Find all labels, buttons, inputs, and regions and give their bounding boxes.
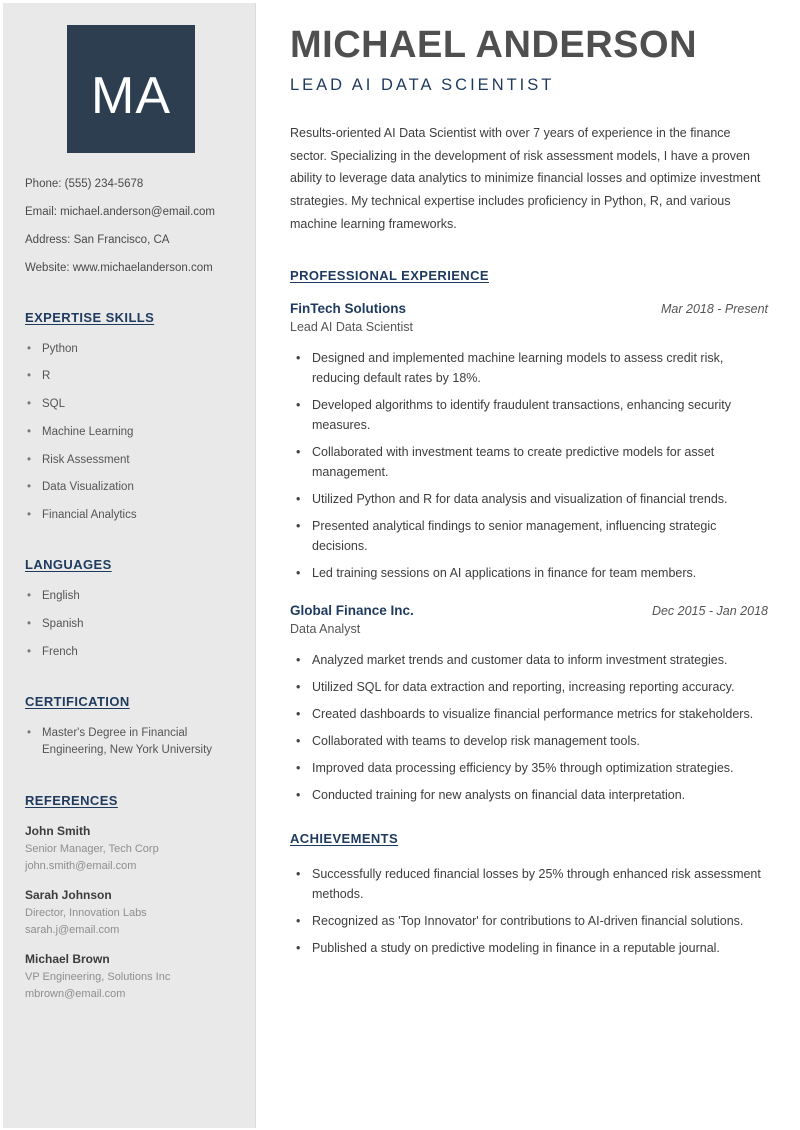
skill-item: • Financial Analytics — [25, 507, 237, 524]
achievements-list — [290, 864, 768, 958]
skill-item: • SQL — [25, 396, 237, 413]
skill-item: • Risk Assessment — [25, 452, 237, 469]
reference-role: Senior Manager, Tech Corp — [25, 842, 159, 855]
reference-entry — [25, 952, 237, 1003]
candidate-job-title: LEAD AI DATA SCIENTIST — [290, 75, 555, 94]
reference-email: sarah.j@email.com — [25, 923, 120, 936]
skill-item: • Machine Learning — [25, 424, 237, 441]
certification-section — [25, 694, 237, 760]
professional-experience-section — [290, 268, 768, 805]
skill-item: • Data Visualization — [25, 479, 237, 496]
job-bullet: • Collaborated with investment teams to create predictive models for asset management. — [296, 442, 768, 482]
summary-text: Results-oriented AI Data Scientist with over 7 years of experience in the finance sector. Specializing in the development of risk assessment models, I have a proven ability to leverage data analytics to minimize financial losses and optimize investment strategies. My technical expertise includes proficiency in Python, R, and various machine learning frameworks. — [290, 125, 761, 231]
job-entry — [290, 603, 768, 805]
certification-heading: CERTIFICATION — [25, 694, 130, 710]
job-bullet: • Utilized Python and R for data analysis and visualization of financial trends. — [296, 489, 768, 509]
expertise-skills-heading: EXPERTISE SKILLS — [25, 309, 155, 325]
contact-line-phone: Phone: (555) 234-5678 — [25, 178, 144, 190]
job-entry — [290, 301, 768, 583]
contact-line-email: Email: michael.anderson@email.com — [25, 206, 215, 219]
job-bullet: • Collaborated with teams to develop risk management tools. — [296, 731, 768, 751]
achievements-section — [290, 831, 768, 958]
language-item: • English — [25, 588, 237, 605]
job-bullet: • Analyzed market trends and customer data to inform investment strategies. — [296, 650, 768, 670]
reference-entry — [25, 824, 237, 875]
company-name: FinTech Solutions — [290, 300, 406, 316]
skill-item: • R — [25, 368, 237, 385]
achievement-item: • Successfully reduced financial losses by 25% through enhanced risk assessment methods. — [296, 864, 768, 904]
reference-name: John Smith — [25, 823, 91, 838]
job-bullet-list — [290, 348, 768, 583]
references-heading: REFERENCES — [25, 792, 118, 808]
language-item: • Spanish — [25, 616, 237, 633]
avatar-initials: MA — [91, 67, 171, 125]
job-bullet: • Developed algorithms to identify fraudulent transactions, enhancing security measures. — [296, 395, 768, 435]
avatar — [67, 25, 195, 153]
job-bullet: • Conducted training for new analysts on financial data interpretation. — [296, 785, 768, 805]
job-header — [290, 603, 768, 618]
reference-email: mbrown@email.com — [25, 987, 126, 1000]
job-dates: Mar 2018 - Present — [661, 301, 768, 316]
job-bullet: • Utilized SQL for data extraction and reporting, increasing reporting accuracy. — [296, 677, 768, 697]
professional-experience-heading: PROFESSIONAL EXPERIENCE — [290, 267, 489, 283]
language-item: • French — [25, 644, 237, 661]
achievement-item: • Recognized as 'Top Innovator' for contributions to AI-driven financial solutions. — [296, 911, 768, 931]
certification-item: • Master's Degree in Financial Engineering, New York University — [25, 725, 237, 760]
job-bullet: • Improved data processing efficiency by 35% through optimization strategies. — [296, 758, 768, 778]
sidebar — [3, 3, 256, 1128]
languages-heading: LANGUAGES — [25, 557, 112, 573]
reference-email: john.smith@email.com — [25, 859, 137, 872]
job-role: Lead AI Data Scientist — [290, 319, 413, 334]
contact-line-address: Address: San Francisco, CA — [25, 234, 170, 247]
reference-role: Director, Innovation Labs — [25, 906, 147, 919]
reference-name: Sarah Johnson — [25, 887, 112, 902]
candidate-name: MICHAEL ANDERSON — [290, 24, 698, 66]
job-role: Data Analyst — [290, 621, 361, 636]
job-header — [290, 301, 768, 316]
references-section — [25, 793, 237, 1003]
reference-entry — [25, 888, 237, 939]
job-bullet: • Presented analytical findings to senior management, influencing strategic decisions. — [296, 516, 768, 556]
certification-list — [25, 725, 237, 760]
skills-list — [25, 341, 237, 525]
job-bullet: • Designed and implemented machine learning models to assess credit risk, reducing default rates by 18%. — [296, 348, 768, 388]
job-bullet: • Created dashboards to visualize financial performance metrics for stakeholders. — [296, 704, 768, 724]
achievement-item: • Published a study on predictive modeling in finance in a reputable journal. — [296, 938, 768, 958]
reference-name: Michael Brown — [25, 951, 110, 966]
languages-section — [25, 557, 237, 661]
achievements-heading: ACHIEVEMENTS — [290, 830, 399, 846]
skill-item: • Python — [25, 341, 237, 358]
contact-info — [25, 177, 237, 277]
job-bullet: • Led training sessions on AI applications in finance for team members. — [296, 563, 768, 583]
reference-role: VP Engineering, Solutions Inc — [25, 970, 171, 983]
company-name: Global Finance Inc. — [290, 602, 414, 618]
contact-line-website: Website: www.michaelanderson.com — [25, 262, 213, 275]
languages-list — [25, 588, 237, 661]
job-dates: Dec 2015 - Jan 2018 — [651, 603, 768, 618]
expertise-skills-section — [25, 310, 237, 525]
main-content — [256, 0, 800, 958]
job-bullet-list — [290, 650, 768, 805]
